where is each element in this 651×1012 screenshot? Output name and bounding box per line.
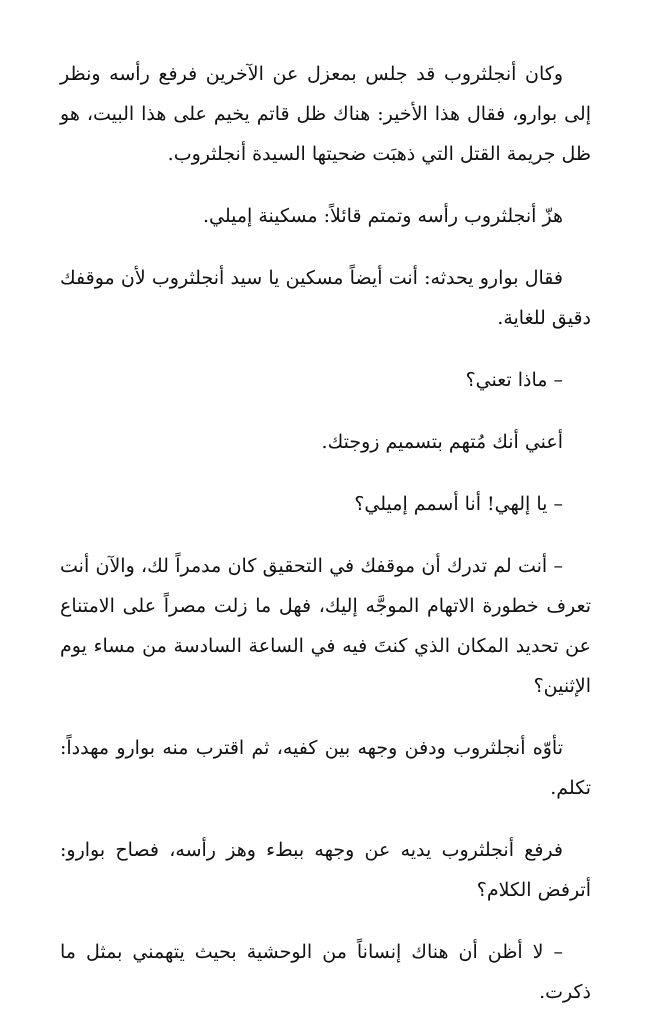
- paragraph-2: هزّ أنجلثروب رأسه وتمتم قائلاً: مسكينة إميلي.: [202, 205, 563, 227]
- paragraph-3: فقال بوارو يحدثه: أنت أيضاً مسكين يا سيد أنجلثروب لأن موقفك دقيق للغاية.: [60, 267, 591, 329]
- paragraph-8: تأوّه أنجلثروب ودفن وجهه بين كفيه، ثم اقترب منه بوارو مهدداً: تكلم.: [60, 737, 591, 799]
- paragraph-5: أعني أنك مُتهم بتسميم زوجتك.: [321, 431, 563, 453]
- paragraph-6: – يا إلهي! أنا أسمم إميلي؟: [354, 493, 563, 515]
- paragraph-9: فرفع أنجلثروب يديه عن وجهه ببطء وهز رأسه، فصاح بوارو: أترفض الكلام؟: [60, 839, 591, 901]
- paragraph-4: – ماذا تعني؟: [465, 369, 563, 391]
- paragraph-7: – أنت لم تدرك أن موقفك في التحقيق كان مدمراً لك، والآن أنت تعرف خطورة الاتهام الموجَّه إليك، فهل ما زلت مصراً على الامتناع عن تحديد المكان الذي كنتَ فيه في الساعة السادسة من مساء يوم الإثنين؟: [60, 555, 591, 697]
- paragraph-1: وكان أنجلثروب قد جلس بمعزل عن الآخرين فرفع رأسه ونظر إلى بوارو، فقال هذا الأخير: هناك ظل قاتم يخيم على هذا البيت، هو ظل جريمة القتل التي ذهبَت ضحيتها السيدة أنجلثروب.: [60, 63, 591, 165]
- paragraph-10: – لا أظن أن هناك إنساناً من الوحشية بحيث يتهمني بمثل ما ذكرت.: [60, 941, 591, 1003]
